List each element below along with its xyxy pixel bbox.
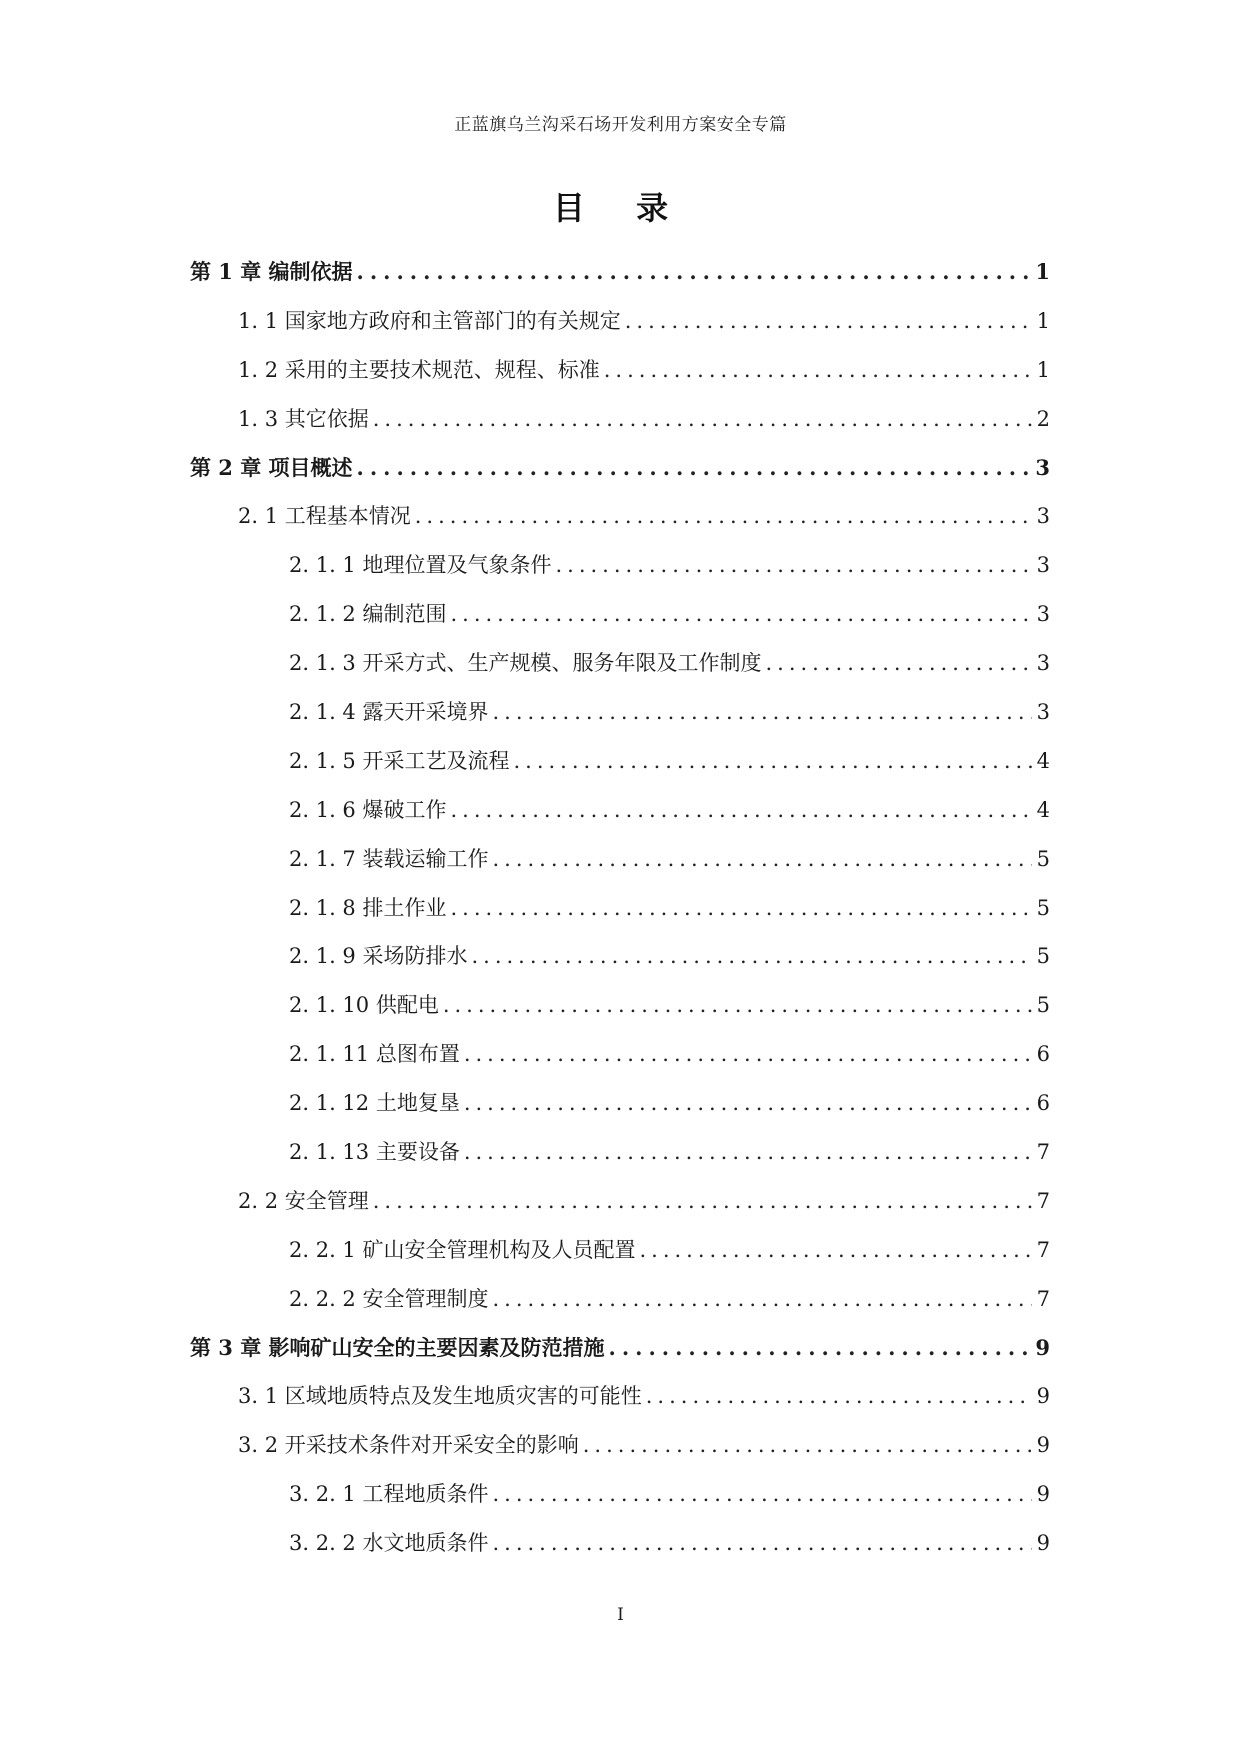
toc-entry-label: 3. 2 开采技术条件对开采安全的影响 xyxy=(238,1433,579,1458)
toc-entry-page-number: 9 xyxy=(1035,1334,1050,1360)
toc-subsection-entry[interactable] xyxy=(190,1527,1050,1576)
toc-subsection-entry[interactable] xyxy=(190,794,1050,843)
toc-subsection-entry[interactable] xyxy=(190,1478,1050,1527)
toc-entry-page-number: 4 xyxy=(1036,797,1050,822)
dot-leader xyxy=(513,749,1032,773)
toc-entry-label: 2. 1 工程基本情况 xyxy=(238,504,411,529)
toc-entry-label: 3. 2. 2 水文地质条件 xyxy=(289,1531,489,1556)
table-of-contents xyxy=(190,256,1050,1576)
dot-leader xyxy=(492,1531,1032,1555)
toc-entry-label: 第 1 章 编制依据 xyxy=(190,259,353,284)
toc-entry-page-number: 9 xyxy=(1036,1531,1050,1556)
dot-leader xyxy=(450,798,1032,822)
dot-leader xyxy=(373,407,1032,431)
toc-entry-page-number: 7 xyxy=(1036,1188,1050,1213)
toc-entry-page-number: 1 xyxy=(1035,259,1050,284)
toc-chapter-entry[interactable] xyxy=(190,452,1050,501)
toc-entry-page-number: 3 xyxy=(1036,700,1050,725)
toc-entry-page-number: 5 xyxy=(1036,944,1050,969)
toc-entry-label: 3. 2. 1 工程地质条件 xyxy=(289,1482,489,1507)
toc-entry-label: 2. 2 安全管理 xyxy=(238,1188,369,1213)
toc-section-entry[interactable] xyxy=(190,1185,1050,1234)
toc-chapter-entry[interactable] xyxy=(190,256,1050,305)
dot-leader xyxy=(471,944,1032,968)
toc-entry-label: 2. 1. 13 主要设备 xyxy=(289,1140,460,1165)
toc-subsection-entry[interactable] xyxy=(190,745,1050,794)
toc-entry-label: 2. 1. 7 装载运输工作 xyxy=(289,846,489,871)
toc-entry-page-number: 9 xyxy=(1036,1384,1050,1409)
toc-entry-page-number: 7 xyxy=(1036,1140,1050,1165)
toc-subsection-entry[interactable] xyxy=(190,549,1050,598)
toc-entry-label: 2. 1. 3 开采方式、生产规模、服务年限及工作制度 xyxy=(289,651,762,676)
dot-leader xyxy=(464,1140,1032,1164)
dot-leader xyxy=(492,1482,1032,1506)
toc-subsection-entry[interactable] xyxy=(190,598,1050,647)
toc-entry-page-number: 2 xyxy=(1036,406,1050,431)
toc-entry-label: 第 3 章 影响矿山安全的主要因素及防范措施 xyxy=(190,1334,605,1360)
toc-entry-page-number: 7 xyxy=(1036,1286,1050,1311)
toc-subsection-entry[interactable] xyxy=(190,843,1050,892)
toc-entry-page-number: 3 xyxy=(1036,651,1050,676)
toc-subsection-entry[interactable] xyxy=(190,940,1050,989)
dot-leader xyxy=(464,1091,1032,1115)
toc-section-entry[interactable] xyxy=(190,305,1050,354)
toc-entry-label: 2. 1. 8 排土作业 xyxy=(289,895,447,920)
toc-entry-page-number: 6 xyxy=(1036,1091,1050,1116)
dot-leader xyxy=(443,993,1032,1017)
dot-leader xyxy=(357,259,1032,284)
toc-entry-page-number: 5 xyxy=(1036,846,1050,871)
toc-entry-page-number: 3 xyxy=(1036,504,1050,529)
dot-leader xyxy=(583,1433,1032,1457)
toc-section-entry[interactable] xyxy=(190,1380,1050,1429)
toc-entry-page-number: 6 xyxy=(1036,1042,1050,1067)
dot-leader xyxy=(765,651,1032,675)
toc-entry-page-number: 5 xyxy=(1036,993,1050,1018)
toc-subsection-entry[interactable] xyxy=(190,1234,1050,1283)
toc-subsection-entry[interactable] xyxy=(190,1038,1050,1087)
toc-entry-label: 2. 1. 5 开采工艺及流程 xyxy=(289,748,510,773)
dot-leader xyxy=(450,602,1032,626)
dot-leader xyxy=(415,504,1032,528)
dot-leader xyxy=(646,1384,1032,1408)
toc-entry-page-number: 1 xyxy=(1036,357,1050,382)
dot-leader xyxy=(373,1189,1032,1213)
dot-leader xyxy=(555,553,1032,577)
dot-leader xyxy=(450,896,1032,920)
dot-leader xyxy=(604,358,1032,382)
running-header: 正蓝旗乌兰沟采石场开发利用方案安全专篇 xyxy=(454,115,787,135)
toc-entry-page-number: 4 xyxy=(1036,748,1050,773)
toc-entry-label: 2. 1. 2 编制范围 xyxy=(289,602,447,627)
toc-entry-page-number: 3 xyxy=(1036,553,1050,578)
toc-title: 目 录 xyxy=(552,189,689,227)
toc-entry-label: 1. 3 其它依据 xyxy=(238,406,369,431)
toc-subsection-entry[interactable] xyxy=(190,1136,1050,1185)
dot-leader xyxy=(464,1042,1032,1066)
toc-entry-page-number: 7 xyxy=(1036,1237,1050,1262)
toc-entry-label: 1. 2 采用的主要技术规范、规程、标准 xyxy=(238,357,600,382)
toc-subsection-entry[interactable] xyxy=(190,696,1050,745)
dot-leader xyxy=(492,700,1032,724)
toc-entry-label: 1. 1 国家地方政府和主管部门的有关规定 xyxy=(238,308,621,333)
toc-subsection-entry[interactable] xyxy=(190,647,1050,696)
toc-entry-label: 3. 1 区域地质特点及发生地质灾害的可能性 xyxy=(238,1384,642,1409)
toc-entry-label: 2. 1. 12 土地复垦 xyxy=(289,1091,460,1116)
toc-entry-page-number: 9 xyxy=(1036,1433,1050,1458)
toc-entry-label: 2. 1. 9 采场防排水 xyxy=(289,944,468,969)
toc-entry-label: 2. 1. 1 地理位置及气象条件 xyxy=(289,553,552,578)
toc-section-entry[interactable] xyxy=(190,1429,1050,1478)
toc-entry-label: 2. 1. 10 供配电 xyxy=(289,993,439,1018)
toc-entry-page-number: 9 xyxy=(1036,1482,1050,1507)
toc-entry-label: 2. 2. 1 矿山安全管理机构及人员配置 xyxy=(289,1237,636,1262)
toc-section-entry[interactable] xyxy=(190,500,1050,549)
toc-subsection-entry[interactable] xyxy=(190,1087,1050,1136)
toc-entry-page-number: 5 xyxy=(1036,895,1050,920)
toc-entry-label: 2. 1. 6 爆破工作 xyxy=(289,797,447,822)
toc-entry-label: 第 2 章 项目概述 xyxy=(190,454,353,480)
toc-chapter-entry[interactable] xyxy=(190,1332,1050,1381)
dot-leader xyxy=(357,455,1032,480)
page-number: I xyxy=(617,1605,624,1625)
toc-entry-page-number: 3 xyxy=(1036,602,1050,627)
toc-section-entry[interactable] xyxy=(190,354,1050,403)
toc-subsection-entry[interactable] xyxy=(190,989,1050,1038)
dot-leader xyxy=(639,1238,1032,1262)
toc-entry-label: 2. 1. 4 露天开采境界 xyxy=(289,700,489,725)
dot-leader xyxy=(492,1287,1032,1311)
toc-entry-label: 2. 1. 11 总图布置 xyxy=(289,1042,460,1067)
toc-section-entry[interactable] xyxy=(190,403,1050,452)
toc-subsection-entry[interactable] xyxy=(190,892,1050,941)
toc-entry-page-number: 3 xyxy=(1035,454,1050,480)
dot-leader xyxy=(492,847,1032,871)
dot-leader xyxy=(609,1335,1032,1360)
toc-entry-page-number: 1 xyxy=(1036,308,1050,333)
toc-entry-label: 2. 2. 2 安全管理制度 xyxy=(289,1286,489,1311)
dot-leader xyxy=(625,309,1032,333)
toc-subsection-entry[interactable] xyxy=(190,1283,1050,1332)
